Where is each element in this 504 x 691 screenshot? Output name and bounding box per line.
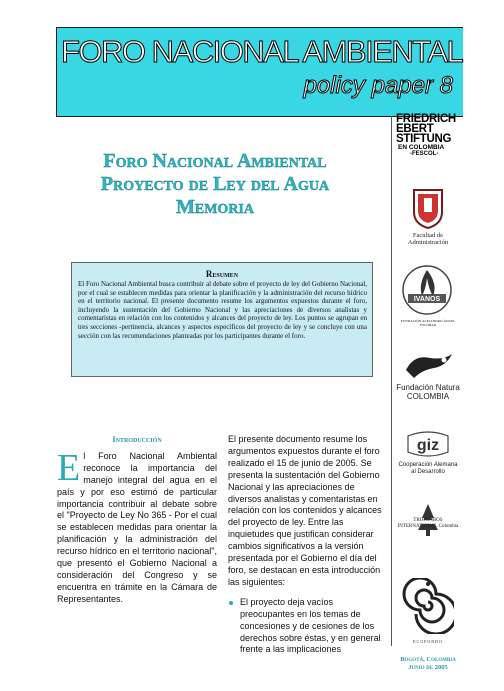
fundacion-natura-caption: Fundación Natura COLOMBIA (396, 383, 460, 401)
intro-column (57, 434, 217, 606)
bullet-item (228, 597, 386, 657)
fes-logo (396, 114, 460, 158)
fes-line-3: STIFTUNG (396, 133, 452, 145)
title-line-1: Foro Nacional Ambiental (103, 150, 327, 172)
title-line-2: Proyecto de Ley del Agua (100, 173, 330, 195)
dropcap-letter: E (57, 446, 81, 489)
intro-heading: Introducción (112, 434, 162, 444)
right-column (228, 434, 386, 656)
bullet-dot-icon (229, 601, 233, 605)
ecofondo-logo-icon (402, 578, 454, 634)
right-paragraph: El presente documento resume los argumentos expuestos durante el foro realizado el 15 de junio de 2005. Se presenta la sustentación del Gobierno Nacional y las apreciaciones de diversos analistas y comentaristas en relación con los contenidos y alcances del proyecto de ley. Entre las inquietudes que justifican considerar cambios significativos a la versión presentada por el Gobierno el día del foro, se destacan en esta introducción las siguientes: (228, 434, 382, 587)
intro-paragraph (57, 446, 217, 606)
place-date (397, 656, 459, 671)
giz-caption: Cooperación Alemana al Desarrollo (398, 462, 458, 475)
ivanos-caption: FUNDACIÓN ALEJANDRO ÁNGEL ESCOBAR (400, 319, 456, 327)
bullet-text: El proyecto deja vacíos preocupantes en los temas de concesiones y de cesiones de los derechos sobre éstas, y en general frente a las implicaciones (240, 596, 381, 655)
abstract-box (71, 262, 373, 377)
place-text: Bogotá, Colombia (400, 656, 456, 663)
fes-line-1: FRIEDRICH (396, 113, 456, 125)
svg-text:giz: giz (416, 437, 440, 454)
fundacion-natura-icon (400, 350, 456, 380)
document-title (60, 150, 370, 219)
abstract-body: El Foro Nacional Ambiental busca contribuir al debate sobre el proyecto de ley del Gobierno Nacional, por el cual se establecen medidas para orientar la planificación y la administración del recurso hídrico en el territorio nacional. El presente documento resume los argumentos expuestos durante el foro, incluyendo la sustentación del Gobierno Nacional y las apreciaciones de diversos analistas y comentaristas en relación con los contenidos y alcances del proyecto de ley. Los puntos se agrupan en tres secciones -pertinencia, alcances y aspectos específicos del proyecto de ley y se concluye con una sección con las recomendaciones planteadas por los participantes durante el foro. (78, 280, 367, 340)
fes-line-4: EN COLOMBIA (398, 144, 445, 151)
abstract-heading: Resumen (205, 269, 239, 279)
fes-line-5: -FESCOL- (410, 151, 439, 157)
ecofondo-caption: ECOFONDO (413, 639, 443, 644)
masthead-subtitle: policy paper 8 (303, 72, 453, 99)
svg-text:IVANOS: IVANOS (413, 296, 441, 303)
sidebar-divider (391, 116, 392, 646)
universidad-seal-icon (410, 186, 446, 230)
masthead (56, 27, 463, 117)
intro-body: l Foro Nacional Ambiental reconoce la importancia del manejo integral del agua en el país y por eso estimó de particular importancia contribuir al debate sobre el "Proyecto de Ley No 365 - Por el cual se establecen medidas para orientar la planificación y la administración del recurso hídrico en el territorio nacional", que presentó el Gobierno Nacional a consideración del Congreso y se encuentra en trámite en la Cámara de Representantes. (57, 450, 217, 604)
masthead-title: FORO NACIONAL AMBIENTAL (61, 34, 463, 69)
ivanos-logo-icon (398, 264, 456, 320)
universidad-caption: Facultad de Administración (407, 232, 449, 246)
giz-logo-icon (404, 430, 452, 458)
fes-line-2: EBERT (396, 123, 434, 135)
tropenbos-caption: TROPENBOS INTERNATIONAL Colombia (397, 518, 459, 529)
date-text: Junio de 2005 (408, 663, 448, 671)
title-line-3: Memoria (176, 196, 254, 218)
